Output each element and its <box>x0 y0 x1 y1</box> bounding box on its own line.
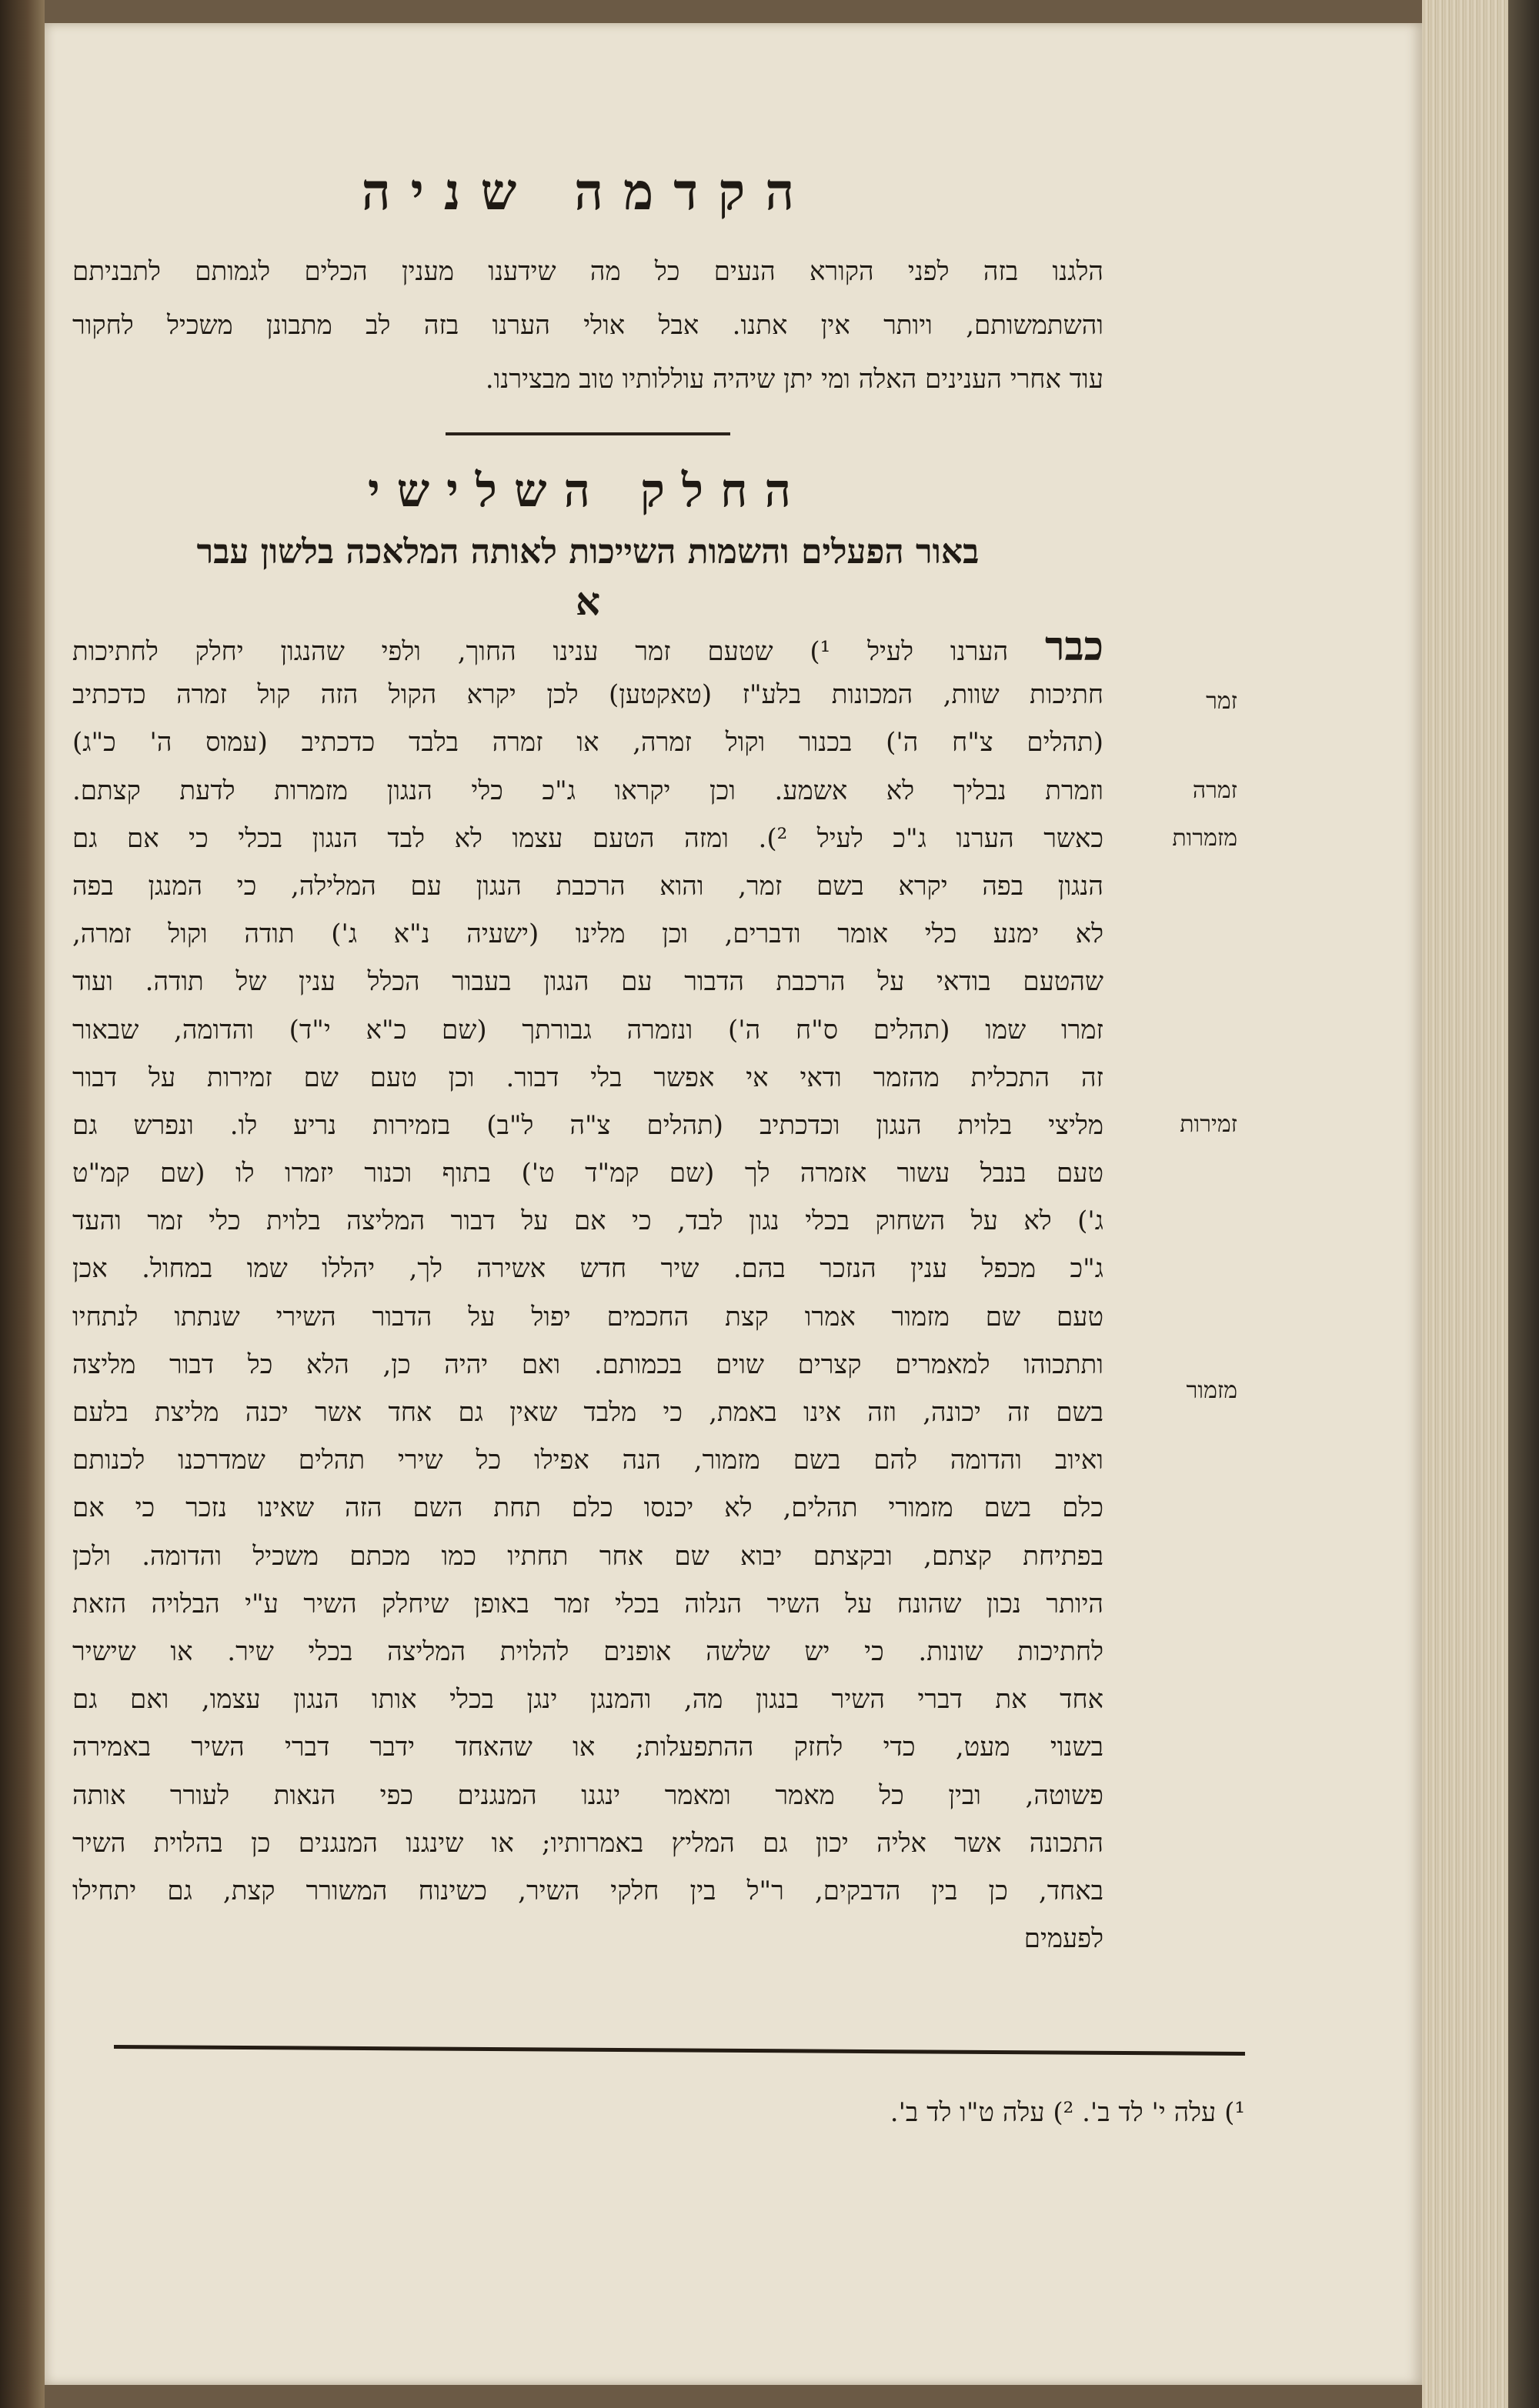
intro-line: עוד אחרי הענינים האלה ומי יתן שיהיה עוללותיו טוב מבצירנו. <box>485 364 1103 395</box>
section-letter: א <box>575 579 601 624</box>
body-line: זה התכלית מהזמר ודאי אי אפשר בלי דבור. וכן טעם שם זמירות על דבור <box>72 1062 1103 1093</box>
body-line-first <box>72 623 1103 671</box>
body-line: לחתיכות שונות. כי יש שלשה אופנים להלוית המליצה בכלי שיר. או שישיר <box>72 1636 1103 1667</box>
body-line: פשוטה, ובין כל מאמר ומאמר ינגנו המנגנים כפי הנאות לעורר אותה <box>72 1779 1103 1811</box>
body-line: מליצי בלוית הנגון וכדכתיב (תהלים צ"ה ל"ב) בזמירות נריע לו. ונפרש גם <box>72 1109 1103 1141</box>
body-line: ותתכוהו למאמרים קצרים שוים בכמותם. ואם יהיה כן, הלא כל דבור מליצה <box>72 1349 1103 1380</box>
footnote: ¹) עלה י' לד ב'. ²) עלה ט"ו לד ב'. <box>890 2097 1245 2128</box>
book-page <box>45 23 1422 2385</box>
intro-line: והשתמשותם, ויותר אין אתנו. אבל אולי הערנו בזה לב מתבונן משכיל לחקור <box>72 310 1103 341</box>
body-line: וזמרת נבליך לא אשמע. וכן יקראו ג"כ כלי הנגון מזמרות לדעת קצתם. <box>72 775 1103 806</box>
margin-note-zemirot: זמירות <box>1180 1111 1237 1138</box>
page-title: הקדמה שניה <box>361 162 815 222</box>
margin-note-zemer: זמר <box>1206 688 1237 715</box>
margin-note-mizmor: מזמור <box>1186 1377 1237 1404</box>
body-line: הנגון בפה יקרא בשם זמר, והוא הרכבת הנגון עם המלילה, כי המנגן בפה <box>72 870 1103 902</box>
page-content <box>72 158 1103 1963</box>
body-line: טעם בנבל עשור אזמרה לך (שם קמ"ד ט') בתוף וכנור יזמרו לו (שם קמ"ט <box>72 1158 1103 1189</box>
body-line: באחד, כן בין הדבקים, ר"ל בין חלקי השיר, כשינוח המשורר קצת, גם יתחילו <box>72 1875 1103 1906</box>
body-line: אחד את דברי השיר בנגון מה, והמנגן ינגן בכלי אותו הנגון עצמו, ואם גם <box>72 1684 1103 1716</box>
body-line: זמרו שמו (תהלים ס"ח ה') ונזמרה גבורתך (שם כ"א י"ד) והדומה, שבאור <box>72 1014 1103 1046</box>
body-line: טעם שם מזמור אמרו קצת החכמים יפול על הדבור השירי שנתתו לנתחיו <box>72 1301 1103 1332</box>
body-line: כאשר הערנו ג"כ לעיל ²). ומזה הטעם עצמו לא לבד הנגון בכלי כי אם גם <box>72 822 1103 854</box>
part-subtitle: באור הפעלים והשמות השייכות לאותה המלאכה בלשון עבר <box>196 532 980 572</box>
body-line: ואיוב והדומה להם בשם מזמור, הנה אפילו כל שירי תהלים שמדרכנו לכנותם <box>72 1445 1103 1476</box>
intro-line: הלגנו בזה לפני הקורא הנעים כל מה שידענו מענין הכלים לגמותם לתבניתם <box>72 256 1103 287</box>
body-line: בשנוי מעט, כדי לחזק ההתפעלות; או שהאחד ידבר דברי השיר באמירה <box>72 1732 1103 1763</box>
body-line: לפעמים <box>1023 1923 1103 1955</box>
body-line: התכונה אשר אליה יכון גם המליץ באמרותיו; או שינגנו המנגנים כן בהלוית השיר <box>72 1827 1103 1859</box>
body-line: שהטעם בודאי על הרכבת הדבור עם הנגון בעבור הכלל ענין של תודה. ועוד <box>72 966 1103 998</box>
margin-note-mezamrot: מזמרות <box>1172 825 1237 852</box>
body-line: כלם בשם מזמורי תהלים, לא יכנסו כלם תחת השם הזה שאינו נזכר כי אם <box>72 1492 1103 1524</box>
drop-word: כבר <box>1044 623 1103 670</box>
body-line: (תהלים צ"ח ה') בכנור וקול זמרה, או זמרה בלבד כדכתיב (עמוס ה' כ"ג) <box>72 727 1103 759</box>
binding-edge <box>0 0 45 2408</box>
body-line: לא ימנע כלי אומר ודברים, וכן מלינו (ישעיה נ"א ג') תודה וקול זמרה, <box>72 919 1103 950</box>
body-line: ג"כ מכפל ענין הנזכר בהם. שיר חדש אשירה לך, יהללו שמו במחול. אכן <box>72 1253 1103 1285</box>
part-title: החלק השלישי <box>367 464 809 518</box>
body-line: היותר נכון שהונח על השיר הנלוה בכלי זמר באופן שיחלק השיר ע"י הבלויה הזאת <box>72 1588 1103 1619</box>
footnote-divider <box>114 2045 1245 2056</box>
first-line-text: הערנו לעיל ¹) שטעם זמר ענינו החוך, ולפי שהנגון יחלק לחתיכות <box>72 636 1009 667</box>
margin-note-zimrah: זמרה <box>1192 777 1237 804</box>
body-line: ג') לא על השחוק בכלי נגון לבד, כי אם על דבור המליצה בלוית כלי זמר והעד <box>72 1206 1103 1237</box>
body-line: בשם זה יכונה, וזה אינו באמת, כי מלבד שאין גם אחד אשר יכנה מליצת בלעם <box>72 1397 1103 1428</box>
section-divider <box>446 432 730 435</box>
body-line: חתיכות שוות, המכונות בלע"ז (טאקטען) לכן יקרא הקול הזה קול זמרה כדכתיב <box>72 679 1103 711</box>
cover-edge <box>1508 0 1539 2408</box>
body-line: בפתיחת קצתם, ובקצתם יבוא שם אחר תחתיו כמו מכתם משכיל והדומה. ולכן <box>72 1540 1103 1572</box>
